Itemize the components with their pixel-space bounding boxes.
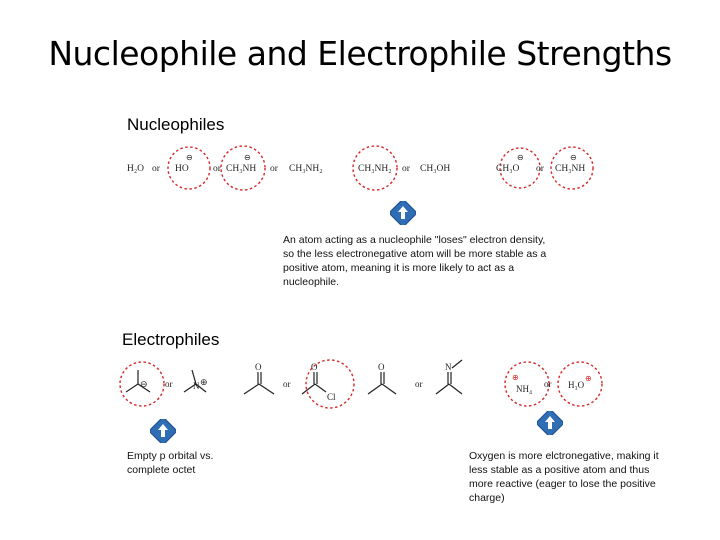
- up-arrow-icon: [150, 419, 176, 443]
- h2o-label: H₂O: [127, 164, 145, 174]
- ho-label: HO: [175, 164, 189, 174]
- charge-symbol: ⊕: [512, 373, 519, 382]
- or-label: or: [270, 164, 278, 174]
- nucleophiles-heading: Nucleophiles: [127, 115, 225, 134]
- cl-label: Cl: [327, 392, 336, 402]
- or-label: or: [213, 164, 221, 174]
- electrophile-note-right: Oxygen is more elctronegative, making it less stable as a positive atom and thus more reactive (eager to lose the positive charge): [469, 450, 659, 504]
- ch3oh-label: CH₃OH: [420, 164, 451, 174]
- charge-symbol: ⊕: [585, 374, 592, 383]
- negative-charge: ⊖: [517, 153, 524, 162]
- negative-charge: ⊖: [244, 153, 251, 162]
- charge-symbol: ⊕: [200, 377, 208, 387]
- or-label: or: [544, 379, 552, 389]
- ch3nh-label: CH₃NH: [555, 164, 586, 174]
- negative-charge: ⊖: [570, 153, 577, 162]
- slide-title: Nucleophile and Electrophile Strengths: [48, 34, 672, 73]
- or-label: or: [536, 164, 544, 174]
- nh4-label: NH₄: [516, 384, 533, 394]
- n-label: N: [193, 381, 200, 391]
- ch3o-label: CH₃O: [496, 164, 520, 174]
- or-label: or: [402, 164, 410, 174]
- charge-symbol: ⊖: [140, 379, 148, 389]
- negative-charge: ⊖: [186, 153, 193, 162]
- o-label: O: [378, 362, 385, 372]
- electrophile-note-left: Empty p orbital vs. complete octet: [127, 450, 214, 476]
- n-label: N: [445, 362, 452, 372]
- or-label: or: [165, 379, 173, 389]
- nucleophile-note: An atom acting as a nucleophile "loses" electron density, so the less electronegative atom will be more stable as a positive atom, meaning it is more likely to act as a nucleophile.: [283, 234, 547, 288]
- or-label: or: [152, 164, 160, 174]
- h3o-label: H₃O: [568, 380, 585, 390]
- up-arrow-icon: [390, 201, 416, 225]
- electrophiles-heading: Electrophiles: [122, 330, 220, 349]
- o-label: O: [255, 362, 262, 372]
- ch3nh2-label: CH₃NH₂: [289, 164, 323, 174]
- ch3nh2-label: CH₃NH₂: [358, 164, 392, 174]
- or-label: or: [415, 379, 423, 389]
- or-label: or: [283, 379, 291, 389]
- up-arrow-icon: [537, 411, 563, 435]
- ch3nh-label: CH₃NH: [226, 164, 257, 174]
- o-label: O: [311, 362, 318, 372]
